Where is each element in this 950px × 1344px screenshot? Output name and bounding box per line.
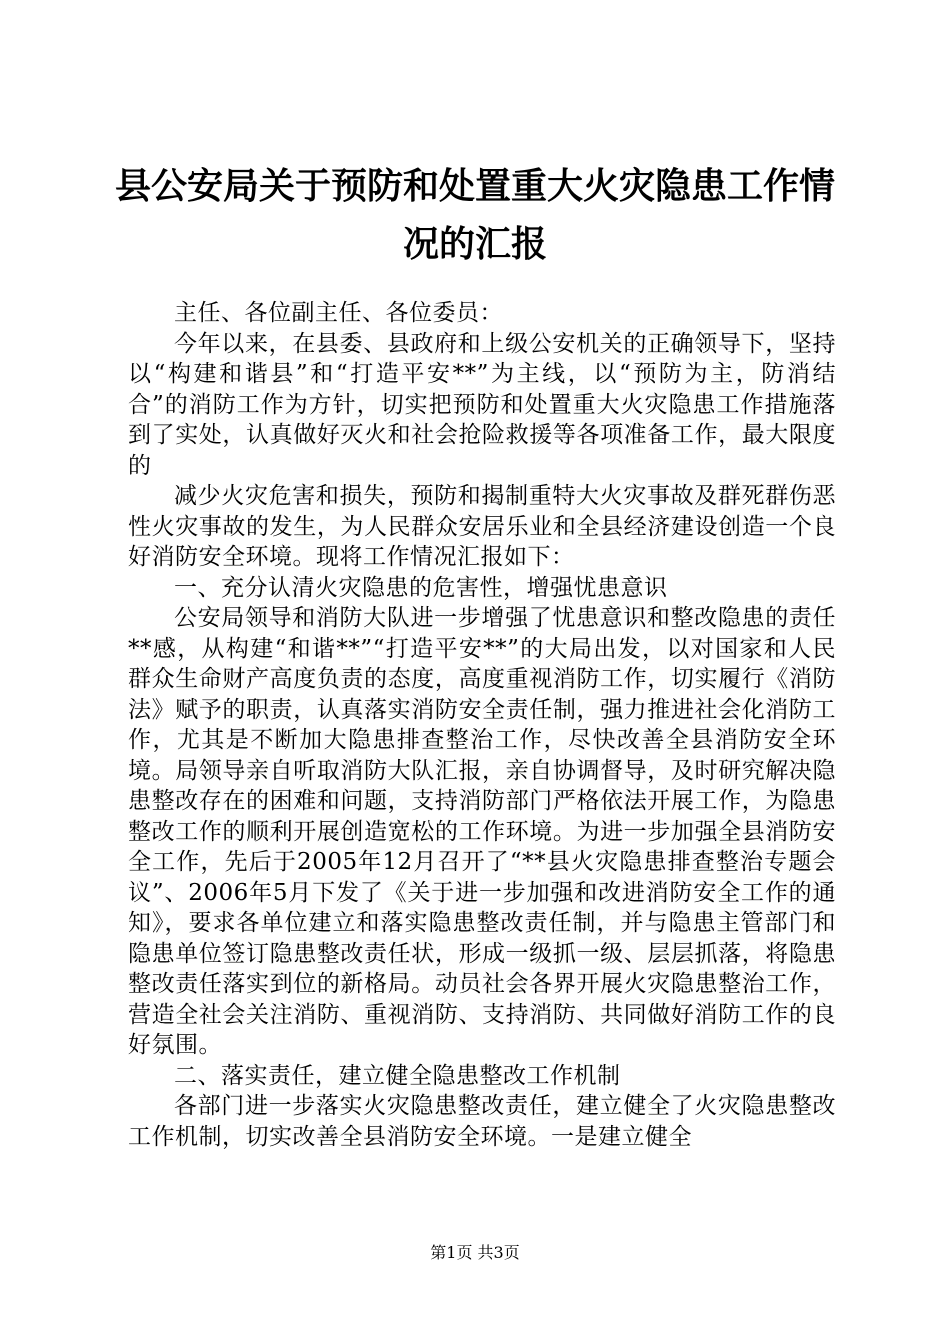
document-title: 县公安局关于预防和处置重大火灾隐患工作情况的汇报 xyxy=(114,166,835,265)
body-paragraph: 各部门进一步落实火灾隐患整改责任，建立健全了火灾隐患整改工作机制，切实改善全县消防安全环境。一是建立健全 xyxy=(128,1093,836,1150)
document-body xyxy=(128,298,836,1152)
body-paragraph: 今年以来，在县委、县政府和上级公安机关的正确领导下，坚持以“构建和谐县”和“打造平安**”为主线，以“预防为主，防消结合”的消防工作为方针，切实把预防和处置重大火灾隐患工作措施落到了实处，认真做好灭火和社会抢险救援等各项准备工作，最大限度的 xyxy=(128,330,836,479)
page-footer: 第1页 共3页 xyxy=(430,1243,520,1262)
body-paragraph: 公安局领导和消防大队进一步增强了忧患意识和整改隐患的责任**感，从构建“和谐**”“打造平安**”的大局出发，以对国家和人民群众生命财产高度负责的态度，高度重视消防工作，切实履行《消防法》赋予的职责，认真落实消防安全责任制，强力推进社会化消防工作，尤其是不断加大隐患排查整治工作，尽快改善全县消防安全环境。局领导亲自听取消防大队汇报，亲自协调督导，及时研究解决隐患整改存在的困难和问题，支持消防部门严格依法开展工作，为隐患整改工作的顺利开展创造宽松的工作环境。为进一步加强全县消防安全工作，先后于2005年12月召开了“**县火灾隐患排查整治专题会议”、2006年5月下发了《关于进一步加强和改进消防安全工作的通知》，要求各单位建立和落实隐患整改责任制，并与隐患主管部门和隐患单位签订隐患整改责任状，形成一级抓一级、层层抓落，将隐患整改责任落实到位的新格局。动员社会各界开展火灾隐患整治工作，营造全社会关注消防、重视消防、支持消防、共同做好消防工作的良好氛围。 xyxy=(128,605,836,1058)
body-paragraph: 减少火灾危害和损失，预防和揭制重特大火灾事故及群死群伤恶性火灾事故的发生，为人民群众安居乐业和全县经济建设创造一个良好消防安全环境。现将工作情况汇报如下： xyxy=(128,483,836,570)
salutation: 主任、各位副主任、各位委员： xyxy=(174,300,503,326)
section-heading: 一、充分认清火灾隐患的危害性，增强忧患意识 xyxy=(174,574,668,601)
section-heading: 二、落实责任，建立健全隐患整改工作机制 xyxy=(174,1062,621,1089)
